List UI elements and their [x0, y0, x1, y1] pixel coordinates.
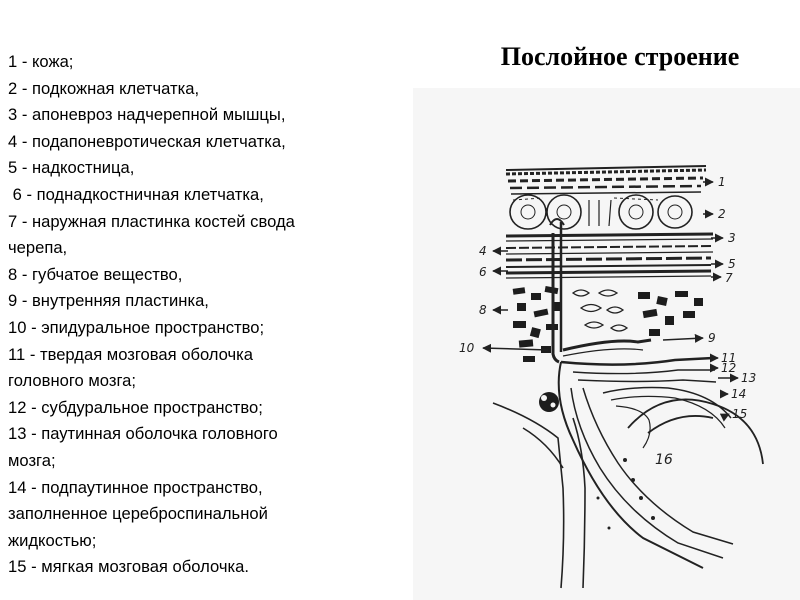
- spongy-bone-cavities: [573, 290, 627, 331]
- legend-item: 14 - подпаутинное пространство,: [8, 477, 263, 497]
- skin-layer: [506, 166, 706, 194]
- legend-item: мозга;: [8, 450, 56, 470]
- spongy-bone: [513, 286, 703, 362]
- skull-layers-diagram: [413, 88, 800, 600]
- diagram-svg: [413, 88, 800, 600]
- legend-item: черепа,: [8, 238, 68, 258]
- label-12: 12: [721, 361, 737, 375]
- label-15: 15: [732, 407, 748, 421]
- label-13: 13: [741, 371, 757, 385]
- legend-item: 11 - твердая мозговая оболочка: [8, 344, 254, 364]
- legend-item: 10 - эпидуральное пространство;: [8, 317, 265, 337]
- legend-item: 3 - апоневроз надчерепной мышцы,: [8, 105, 286, 125]
- label-5: 5: [728, 257, 736, 271]
- aponeurosis-periosteum-layers: [506, 234, 713, 278]
- legend-item: 2 - подкожная клетчатка,: [8, 78, 200, 98]
- label-2: 2: [718, 207, 726, 221]
- label-9: 9: [708, 331, 716, 345]
- legend-item: 1 - кожа;: [8, 52, 74, 71]
- subcutaneous-tissue: [510, 195, 692, 229]
- label-10: 10: [459, 341, 475, 355]
- legend-list: [8, 49, 408, 581]
- legend-item: 4 - подапоневротическая клетчатка,: [8, 131, 286, 151]
- label-4: 4: [479, 244, 487, 258]
- label-1: 1: [718, 175, 726, 189]
- legend-item: 5 - надкостница,: [8, 158, 135, 178]
- legend-item: заполненное цереброспинальной: [8, 504, 268, 524]
- diagram-labels: [459, 175, 756, 468]
- label-7: 7: [725, 271, 733, 285]
- legend-item: жидкостью;: [8, 530, 97, 550]
- legend-item: 12 - субдуральное пространство;: [8, 397, 263, 417]
- label-6: 6: [479, 265, 487, 279]
- title-line-1: Послойное строение: [500, 42, 740, 71]
- legend-item: 15 - мягкая мозговая оболочка.: [8, 557, 249, 577]
- inner-plate: [563, 340, 651, 356]
- legend-item: 9 - внутренняя пластинка,: [8, 291, 209, 311]
- vessel-nodule: [539, 392, 559, 412]
- legend-item: головного мозга;: [8, 371, 136, 391]
- label-14: 14: [731, 387, 747, 401]
- descending-vessel: [493, 403, 585, 588]
- legend-item: 7 - наружная пластинка костей свода: [8, 211, 295, 231]
- label-8: 8: [479, 303, 487, 317]
- legend-item: 8 - губчатое вещество,: [8, 264, 183, 284]
- label-3: 3: [728, 231, 736, 245]
- subarachnoid-dots: [597, 458, 656, 530]
- legend-item: 6 - поднадкостничная клетчатка,: [8, 184, 264, 204]
- label-16: 16: [655, 452, 673, 468]
- label-11: 11: [721, 351, 737, 365]
- legend-item: 13 - паутинная оболочка головного: [8, 424, 278, 444]
